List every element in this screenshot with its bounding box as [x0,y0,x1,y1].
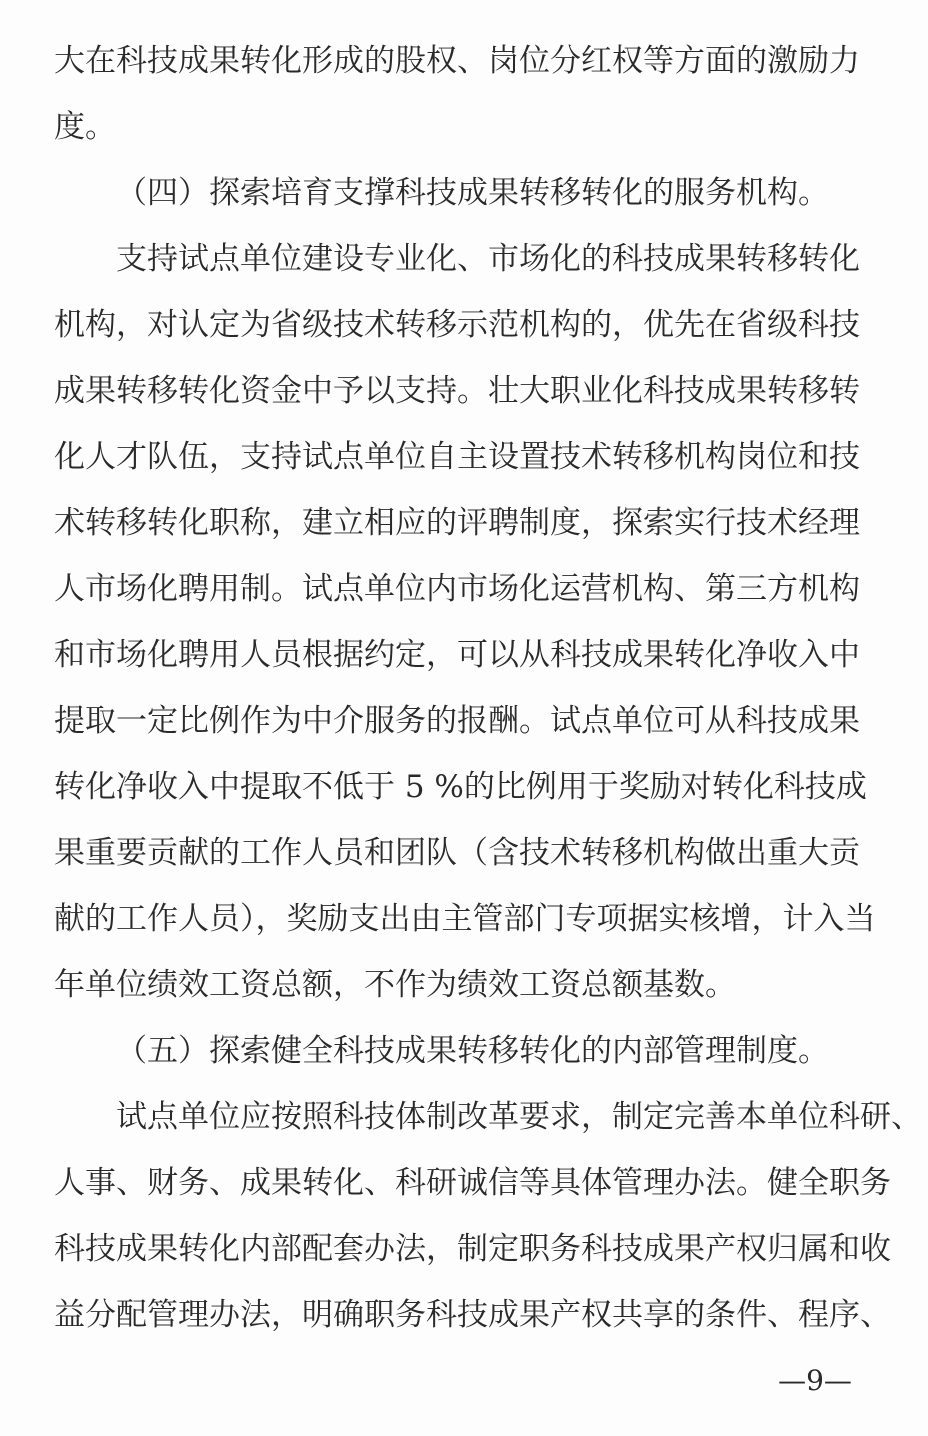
paragraph-start: 支持试点单位建设专业化、市场化的科技成果转移转化 [116,241,860,277]
text-line: 转化净收入中提取不低于 5 %的比例用于奖励对转化科技成 [54,769,867,805]
text-line: 人事、财务、成果转化、科研诚信等具体管理办法。健全职务 [54,1165,891,1201]
section-heading-5: （五）探索健全科技成果转移转化的内部管理制度。 [116,1033,829,1069]
text-line: 人市场化聘用制。试点单位内市场化运营机构、第三方机构 [54,571,860,607]
text-line: 提取一定比例作为中介服务的报酬。试点单位可从科技成果 [54,703,860,739]
text-line: 术转移转化职称，建立相应的评聘制度，探索实行技术经理 [54,505,860,541]
paragraph-start: 试点单位应按照科技体制改革要求，制定完善本单位科研、 [116,1099,922,1135]
text-line: 度。 [54,109,116,145]
text-line: 科技成果转化内部配套办法，制定职务科技成果产权归属和收 [54,1231,891,1267]
text-line: 益分配管理办法，明确职务科技成果产权共享的条件、程序、 [54,1297,891,1333]
page-number: —9— [778,1364,852,1397]
document-body [54,28,922,1348]
text-line: 成果转移转化资金中予以支持。壮大职业化科技成果转移转 [54,373,860,409]
text-line: 化人才队伍，支持试点单位自主设置技术转移机构岗位和技 [54,439,860,475]
text-line: 年单位绩效工资总额，不作为绩效工资总额基数。 [54,967,736,1003]
text-line: 献的工作人员），奖励支出由主管部门专项据实核增，计入当 [54,901,876,937]
text-line: 大在科技成果转化形成的股权、岗位分红权等方面的激励力 [54,43,860,79]
section-heading-4: （四）探索培育支撑科技成果转移转化的服务机构。 [116,175,829,211]
text-line: 机构，对认定为省级技术转移示范机构的，优先在省级科技 [54,307,860,343]
text-line: 果重要贡献的工作人员和团队（含技术转移机构做出重大贡 [54,835,860,871]
text-line: 和市场化聘用人员根据约定，可以从科技成果转化净收入中 [54,637,860,673]
